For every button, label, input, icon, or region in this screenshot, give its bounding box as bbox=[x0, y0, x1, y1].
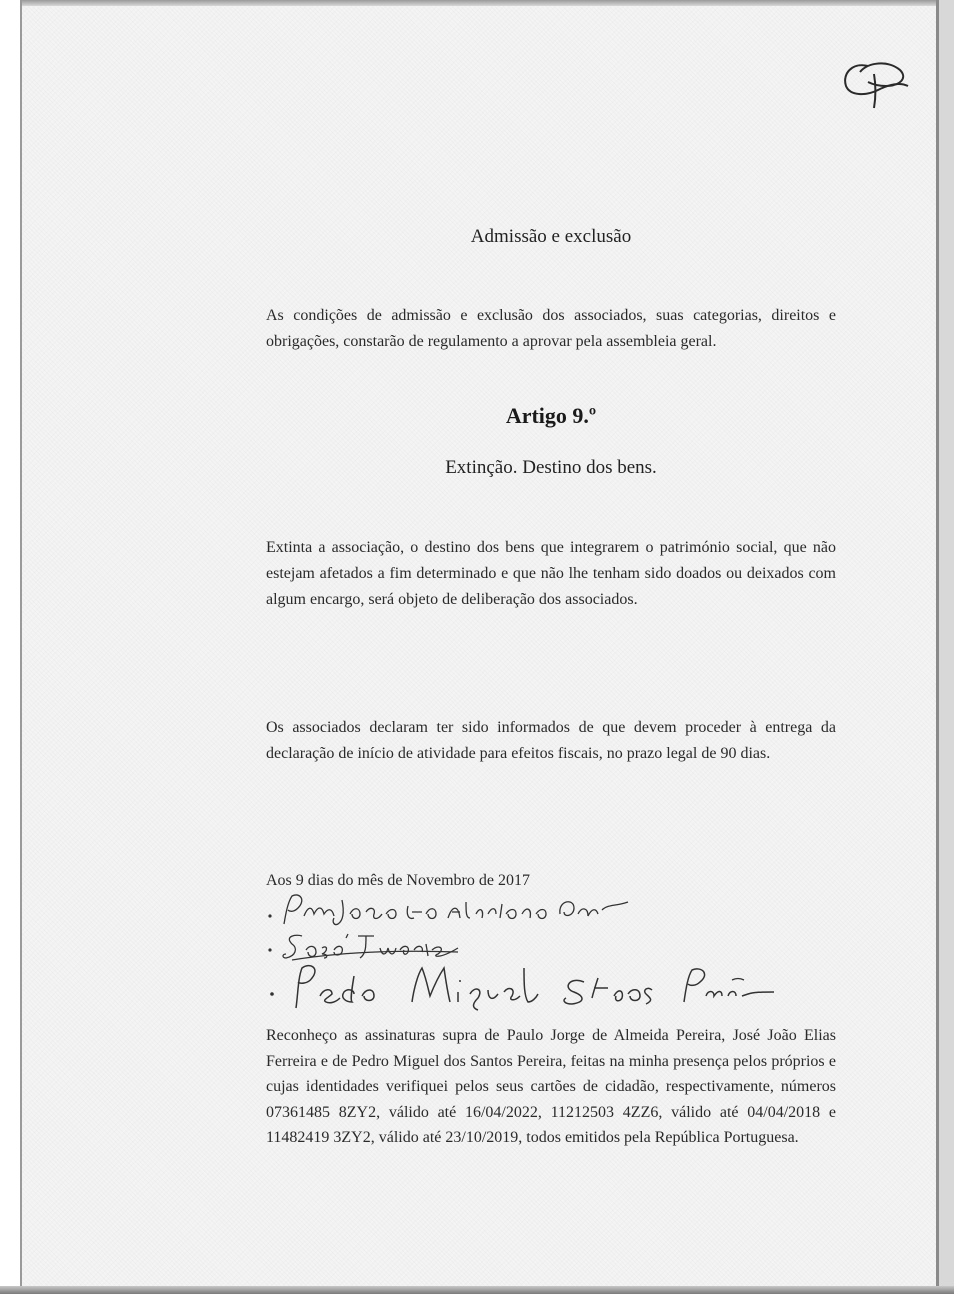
signature-3 bbox=[262, 958, 782, 1014]
fiscal-paragraph: Os associados declaram ter sido informados de que devem proceder à entrega da declaração de início de atividade para efeitos fiscais, no prazo legal de 90 dias. bbox=[266, 719, 836, 762]
signature-3-drawing bbox=[262, 958, 782, 1014]
article-subtitle: Extinção. Destino dos bens. bbox=[445, 457, 657, 478]
admission-paragraph: As condições de admissão e exclusão dos associados, suas categorias, direitos e obrigações, constarão de regulamento a aprovar pela assembleia geral. bbox=[266, 307, 836, 350]
signature-1 bbox=[262, 890, 642, 930]
extinction-paragraph: Extinta a associação, o destino dos bens que integrarem o património social, que não estejam afetados a fim determinado e que não lhe tenham sido doados ou deixados com algum encargo, será objeto de deliberação dos associados. bbox=[266, 539, 836, 608]
notary-paragraph: Reconheço as assinaturas supra de Paulo Jorge de Almeida Pereira, José João Elias Ferreira e de Pedro Miguel dos Santos Pereira, feitas na minha presença pelos próprios e cujas identidades verifiquei pelos seus cartões de cidadão, respectivamente, números 07361485 8ZY2, válido até 16/04/2022, 11212503 4ZZ6, válido até 04/04/2018 e 11482419 3ZY2, válido até 23/10/2019, todos emitidos pela República Portuguesa. bbox=[266, 1027, 836, 1146]
scan-edge-bottom bbox=[0, 1286, 954, 1294]
section-heading: Admissão e exclusão bbox=[470, 226, 632, 247]
scan-edge-top bbox=[0, 0, 954, 6]
scan-edge-right bbox=[936, 0, 954, 1294]
date-line: Aos 9 dias do mês de Novembro de 2017 bbox=[266, 872, 530, 889]
signature-1-drawing bbox=[262, 890, 642, 930]
initials-mark bbox=[838, 52, 914, 112]
scan-edge-left bbox=[0, 0, 22, 1294]
article-title: Artigo 9.º bbox=[505, 403, 597, 428]
